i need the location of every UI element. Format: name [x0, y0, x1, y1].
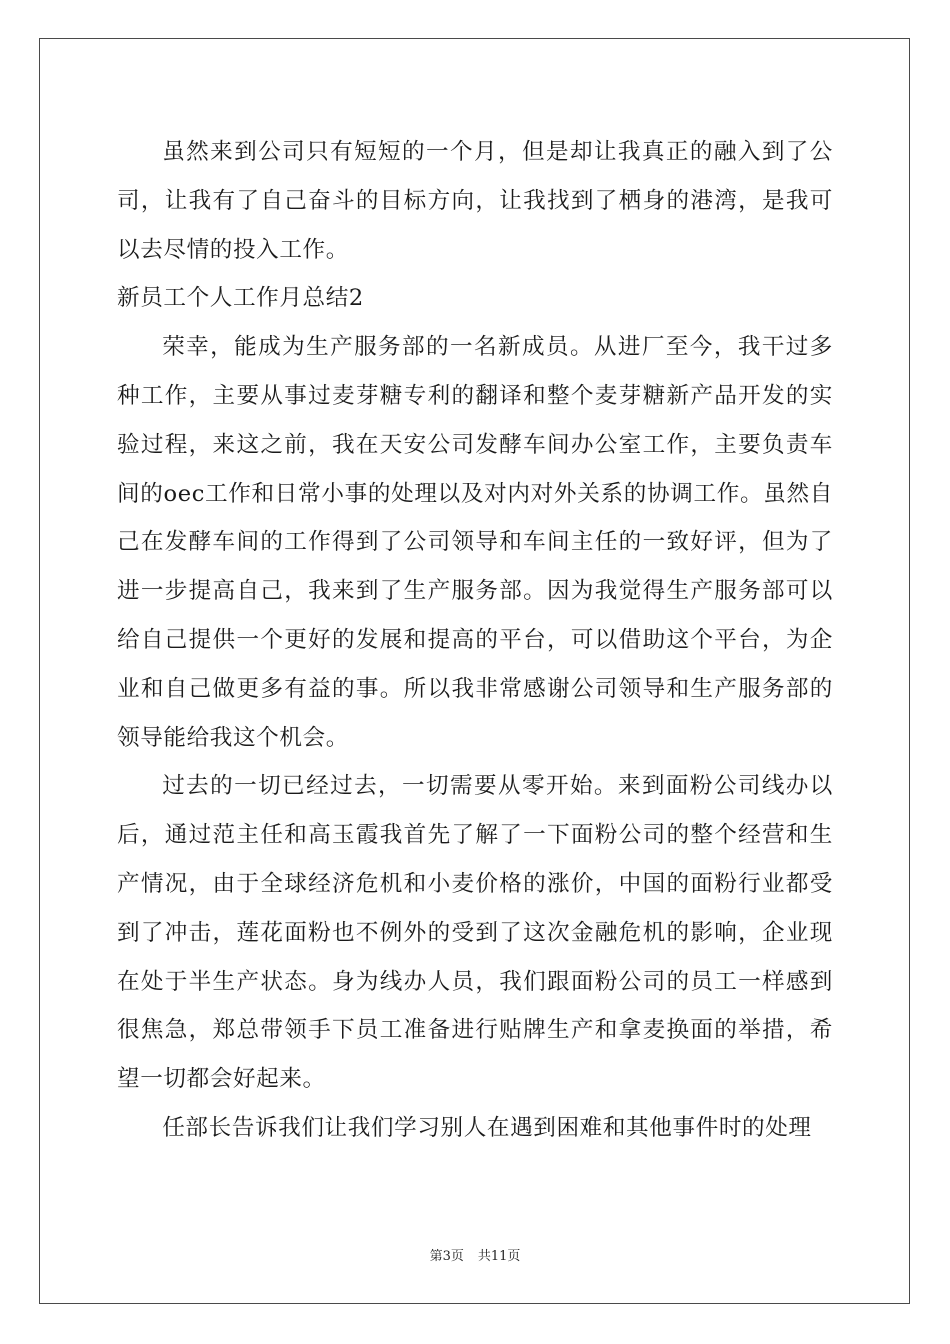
paragraph: 任部长告诉我们让我们学习别人在遇到困难和其他事件时的处理 — [162, 1114, 812, 1141]
page-total: 共11页 — [477, 1249, 521, 1264]
section-heading: 新员工个人工作月总结2 — [117, 285, 364, 312]
paragraph: 荣幸，能成为生产服务部的一名新成员。从进厂至今，我干过多种工作，主要从事过麦芽糖专利的翻译和整个麦芽糖新产品开发的实验过程，来这之前，我在天安公司发酵车间办公室工作，主要负责车间的oec工作和日常小事的处理以及对内对外关系的协调工作。虽然自己在发酵车间的工作得到了公司领导和车间主任的一致好评，但为了进一步提高自己，我来到了生产服务部。因为我觉得生产服务部可以给自己提供一个更好的发展和提高的平台，可以借助这个平台，为企业和自己做更多有益的事。所以我非常感谢公司领导和生产服务部的领导能给我这个机会。 — [117, 334, 833, 751]
page-number: 第3页 — [429, 1249, 464, 1264]
document-body — [117, 128, 833, 1153]
page-footer — [0, 1245, 950, 1264]
paragraph: 过去的一切已经过去，一切需要从零开始。来到面粉公司线办以后，通过范主任和高玉霞我首先了解了一下面粉公司的整个经营和生产情况，由于全球经济危机和小麦价格的涨价，中国的面粉行业都受到了冲击，莲花面粉也不例外的受到了这次金融危机的影响，企业现在处于半生产状态。身为线办人员，我们跟面粉公司的员工一样感到很焦急，郑总带领手下员工准备进行贴牌生产和拿麦换面的举措，希望一切都会好起来。 — [117, 773, 833, 1093]
paragraph: 虽然来到公司只有短短的一个月，但是却让我真正的融入到了公司，让我有了自己奋斗的目标方向，让我找到了栖身的港湾，是我可以去尽情的投入工作。 — [117, 139, 833, 263]
